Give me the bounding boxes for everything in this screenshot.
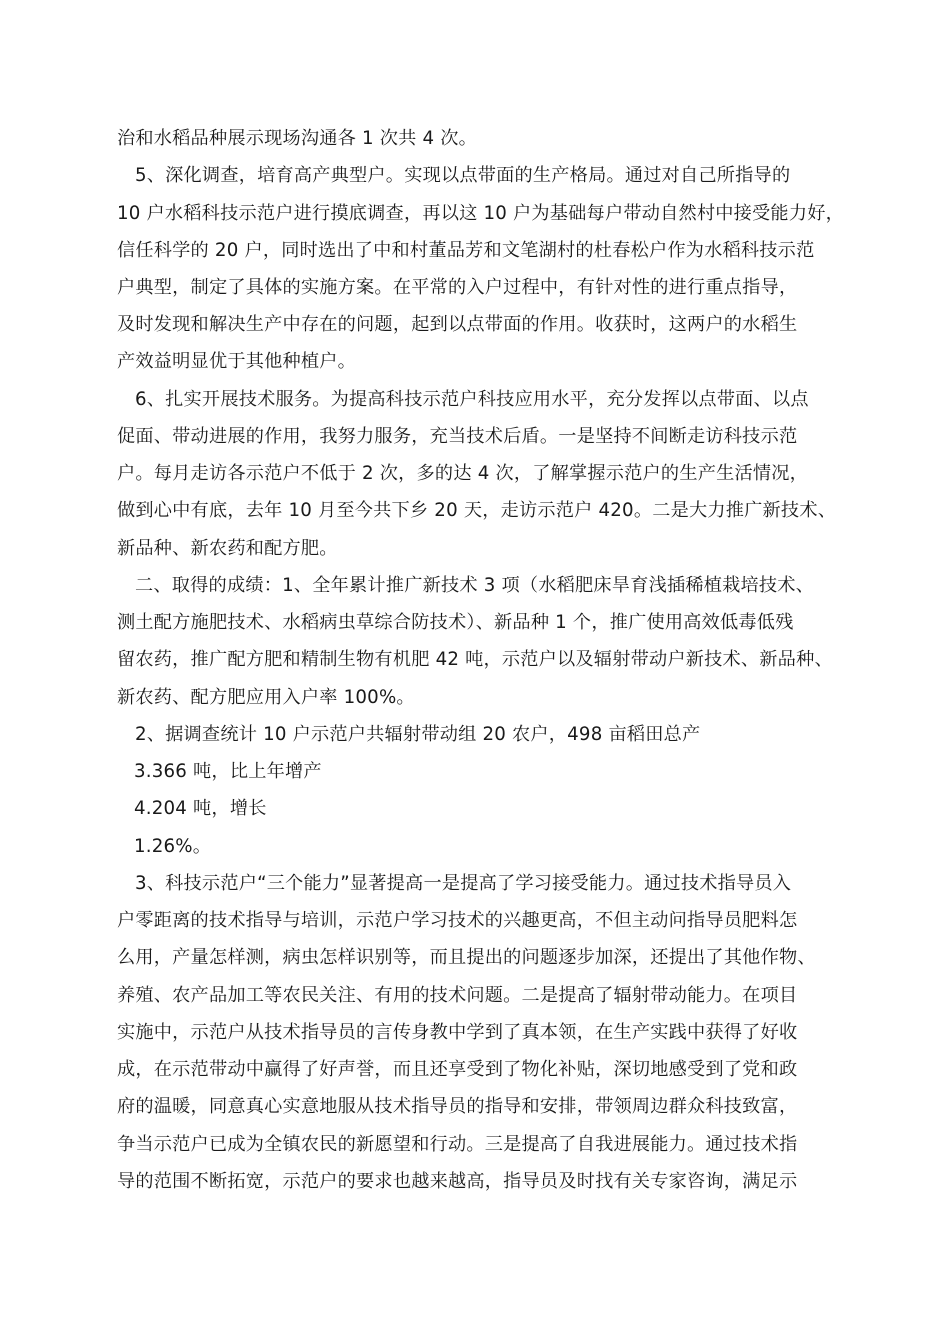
paragraph-line: 5、深化调查，培育高产典型户。实现以点带面的生产格局。通过对自己所指导的: [135, 165, 791, 186]
paragraph-line: 么用，产量怎样测，病虫怎样识别等，而且提出的问题逐步加深，还提出了其他作物、: [117, 947, 816, 968]
paragraph-line: 及时发现和解决生产中存在的问题，起到以点带面的作用。收获时，这两户的水稻生: [117, 314, 798, 335]
paragraph-line: 2、据调查统计 10 户示范户共辐射带动组 20 农户，498 亩稻田总产: [135, 724, 701, 745]
paragraph-line: 做到心中有底，去年 10 月至今共下乡 20 天，走访示范户 420。二是大力推广新技术、: [117, 500, 837, 521]
paragraph-line: 6、扎实开展技术服务。为提高科技示范户科技应用水平，充分发挥以点带面、以点: [135, 389, 809, 410]
paragraph-line: 3、科技示范户“三个能力”显著提高一是提高了学习接受能力。通过技术指导员入: [135, 873, 792, 894]
paragraph-line: 信任科学的 20 户，同时选出了中和村董品芳和文笔湖村的杜春松户作为水稻科技示范: [117, 240, 815, 261]
paragraph-line: 二、取得的成绩：1、全年累计推广新技术 3 项（水稻肥床旱育浅插稀植栽培技术、: [135, 575, 815, 596]
paragraph-line: 争当示范户已成为全镇农民的新愿望和行动。三是提高了自我进展能力。通过技术指: [117, 1134, 798, 1155]
paragraph-line: 实施中，示范户从技术指导员的言传身教中学到了真本领，在生产实践中获得了好收: [117, 1022, 798, 1043]
paragraph-line: 促面、带动进展的作用，我努力服务，充当技术后盾。一是坚持不间断走访科技示范: [117, 426, 798, 447]
paragraph-line: 10 户水稻科技示范户进行摸底调查，再以这 10 户为基础每户带动自然村中接受能力好，: [117, 203, 844, 224]
paragraph-line: 4.204 吨，增长: [134, 798, 267, 819]
paragraph-line: 户。每月走访各示范户不低于 2 次，多的达 4 次，了解掌握示范户的生产生活情况，: [117, 463, 809, 484]
paragraph-line: 导的范围不断拓宽，示范户的要求也越来越高，指导员及时找有关专家咨询，满足示: [117, 1171, 798, 1192]
paragraph-line: 1.26%。: [134, 836, 212, 857]
paragraph-line: 留农药，推广配方肥和精制生物有机肥 42 吨，示范户以及辐射带动户新技术、新品种、: [117, 649, 833, 670]
paragraph-line: 养殖、农产品加工等农民关注、有用的技术问题。二是提高了辐射带动能力。在项目: [117, 985, 798, 1006]
paragraph-line: 新农药、配方肥应用入户率 100%。: [117, 687, 415, 708]
paragraph-line: 产效益明显优于其他种植户。: [117, 351, 357, 372]
paragraph-line: 治和水稻品种展示现场沟通各 1 次共 4 次。: [117, 128, 478, 149]
paragraph-line: 新品种、新农药和配方肥。: [117, 538, 338, 559]
paragraph-line: 户典型，制定了具体的实施方案。在平常的入户过程中，有针对性的进行重点指导，: [117, 277, 798, 298]
paragraph-line: 户零距离的技术指导与培训，示范户学习技术的兴趣更高，不但主动问指导员肥料怎: [117, 910, 798, 931]
paragraph-line: 府的温暖，同意真心实意地服从技术指导员的指导和安排，带领周边群众科技致富，: [117, 1096, 798, 1117]
paragraph-line: 测土配方施肥技术、水稻病虫草综合防技术）、新品种 1 个，推广使用高效低毒低残: [117, 612, 794, 633]
paragraph-line: 成，在示范带动中赢得了好声誉，而且还享受到了物化补贴，深切地感受到了党和政: [117, 1059, 798, 1080]
paragraph-line: 3.366 吨，比上年增产: [134, 761, 322, 782]
